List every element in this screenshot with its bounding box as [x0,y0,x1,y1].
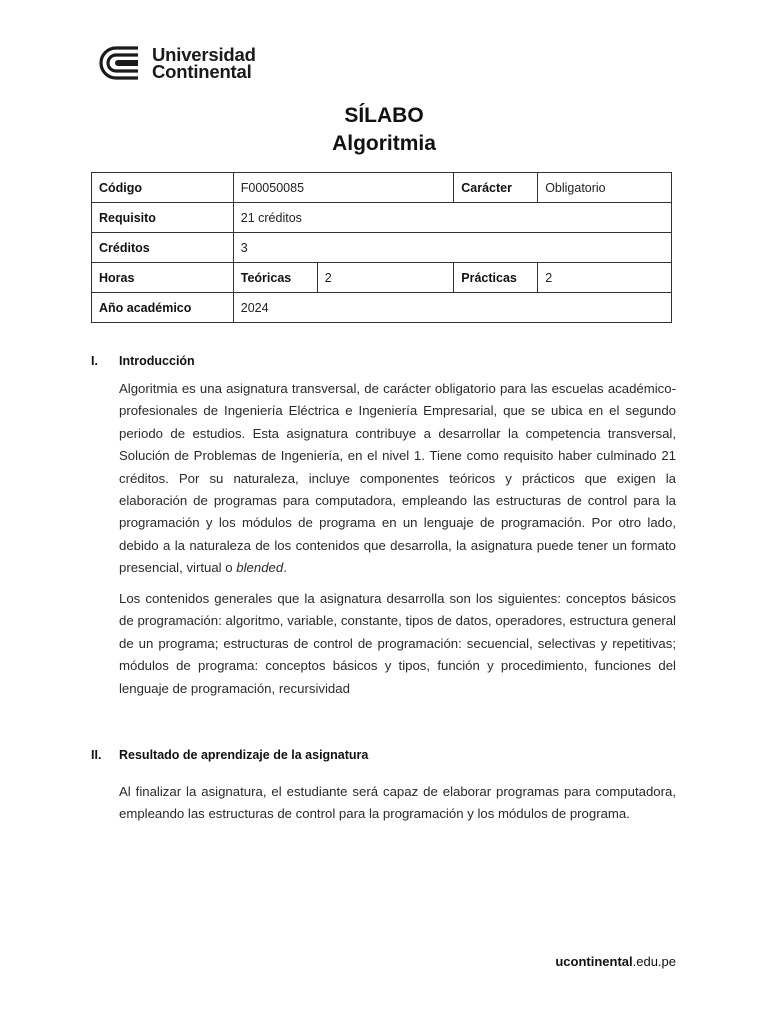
resultado-paragraph-1: Al finalizar la asignatura, el estudiante será capaz de elaborar programas para computadora, empleando las estructuras de control para la programación y los módulos de programa. [119,784,676,822]
practicas-label: Prácticas [454,263,538,293]
section-title: Resultado de aprendizaje de la asignatura [119,748,369,762]
anio-value: 2024 [233,293,671,323]
caracter-label: Carácter [454,173,538,203]
table-row [92,293,672,323]
practicas-value: 2 [538,263,672,293]
university-logo-text [152,46,256,80]
codigo-label: Código [92,173,234,203]
teoricas-label: Teóricas [233,263,317,293]
university-logo [98,44,256,82]
creditos-label: Créditos [92,233,234,263]
document-title [0,102,768,158]
caracter-value: Obligatorio [538,173,672,203]
requisito-value: 21 créditos [233,203,671,233]
horas-label: Horas [92,263,234,293]
anio-label: Año académico [92,293,234,323]
table-row [92,203,672,233]
paragraph-text: Algoritmia es una asignatura transversal, de carácter obligatorio para las escuelas académico-profesionales de Ingeniería Eléctrica e Ingeniería Empresarial, que se ubica en el segundo periodo de estudios. Esta asignatura contribuye a desarrollar la competencia transversal, Solución de Problemas de Ingeniería, en el nivel 1. Tiene como requisito haber culminado 21 créditos. Por su naturaleza, incluye componentes teóricos y prácticos que exigen la elaboración de programas para computadora, empleando las estructuras de control para la programación y los módulos de programa en un lenguaje de programación. Por otro lado, debido a la naturaleza de los contenidos que desarrolla, la asignatura puede tener un formato presencial, virtual o [119,381,676,576]
codigo-value: F00050085 [233,173,453,203]
table-row [92,173,672,203]
introduccion-paragraph-1 [119,378,676,580]
section-heading-introduccion [91,354,195,368]
section-heading-resultado [91,748,368,762]
university-logo-icon [98,45,144,81]
section-number: II. [91,748,102,762]
paragraph-italic-term: blended [236,560,284,576]
title-course: Algoritmia [332,132,436,155]
logo-line-1: Universidad [152,44,256,65]
title-silabo: SÍLABO [344,104,424,127]
introduccion-paragraph-2: Los contenidos generales que la asignatura desarrolla son los siguientes: conceptos básicos de programación: algoritmo, variable, constante, tipos de datos, operadores, estructura general de un programa; estructuras de control de programación: secuencial, selectivas y repetitivas; módulos de programa: conceptos básicos y tipos, función y procedimiento, funciones del lenguaje de programación, recursividad [119,591,676,696]
table-row [92,263,672,293]
paragraph-end: . [283,560,287,576]
course-info-table [91,172,672,323]
section-number: I. [91,354,98,368]
logo-line-2: Continental [152,61,252,82]
requisito-label: Requisito [92,203,234,233]
footer-domain [555,954,676,969]
footer-domain-rest: .edu.pe [632,954,676,969]
table-row [92,233,672,263]
footer-domain-bold: ucontinental [555,954,633,969]
section-title: Introducción [119,354,195,368]
creditos-value: 3 [233,233,671,263]
teoricas-value: 2 [317,263,454,293]
